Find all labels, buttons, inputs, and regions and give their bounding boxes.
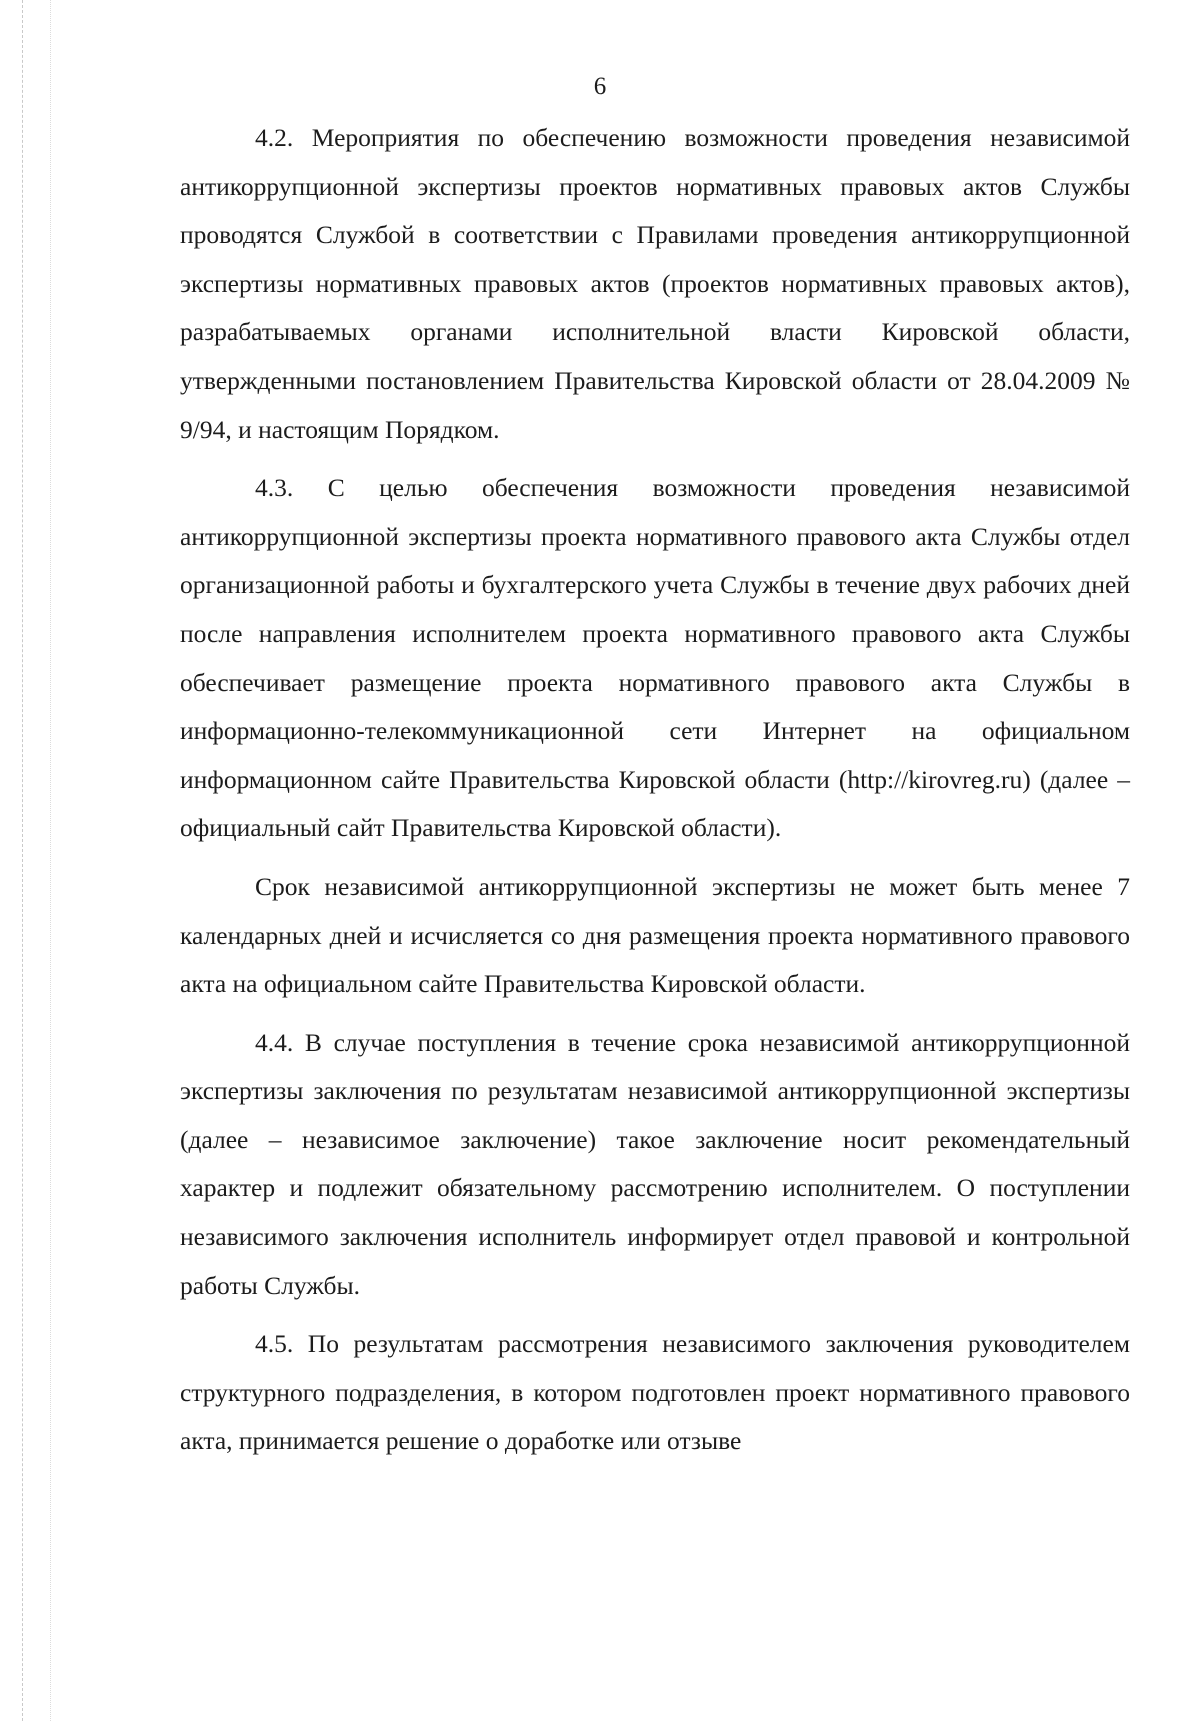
document-body bbox=[180, 114, 1130, 1466]
page-number: 6 bbox=[593, 73, 607, 100]
paragraph-review-period: Срок независимой антикоррупционной экспертизы не может быть менее 7 календарных дней и исчисляется со дня размещения проекта нормативного правового акта на официальном сайте Правительства Кировской области. bbox=[180, 871, 1130, 999]
paragraph-4-3: 4.3. С целью обеспечения возможности проведения независимой антикоррупционной экспертизы проекта нормативного правового акта Службы отдел организационной работы и бухгалтерского учета Службы в течение двух рабочих дней после направления исполнителем проекта нормативного правового акта Службы обеспечивает размещение проекта нормативного правового акта Службы в информационно-телекоммуникационной сети Интернет на официальном информационном сайте Правительства Кировской области (http://kirovreg.ru) (далее – официальный сайт Правительства Кировской области). bbox=[180, 473, 1130, 843]
paragraph-4-2: 4.2. Мероприятия по обеспечению возможности проведения независимой антикоррупционной экспертизы проектов нормативных правовых актов Службы проводятся Службой в соответствии с Правилами проведения антикоррупционной экспертизы нормативных правовых актов (проектов нормативных правовых актов), разрабатываемых органами исполнительной власти Кировской области, утвержденными постановлением Правительства Кировской области от 28.04.2009 № 9/94, и настоящим Порядком. bbox=[180, 123, 1130, 444]
paragraph-4-4: 4.4. В случае поступления в течение срока независимой антикоррупционной экспертизы заключения по результатам независимой антикоррупционной экспертизы (далее – независимое заключение) такое заключение носит рекомендательный характер и подлежит обязательному рассмотрению исполнителем. О поступлении независимого заключения исполнитель информирует отдел правовой и контрольной работы Службы. bbox=[180, 1027, 1130, 1300]
scan-edge-line bbox=[22, 0, 23, 1721]
scan-edge-line bbox=[50, 0, 51, 1721]
paragraph-4-5: 4.5. По результатам рассмотрения независимого заключения руководителем структурного подразделения, в котором подготовлен проект нормативного правового акта, принимается решение о доработке или отзыве bbox=[180, 1329, 1130, 1456]
